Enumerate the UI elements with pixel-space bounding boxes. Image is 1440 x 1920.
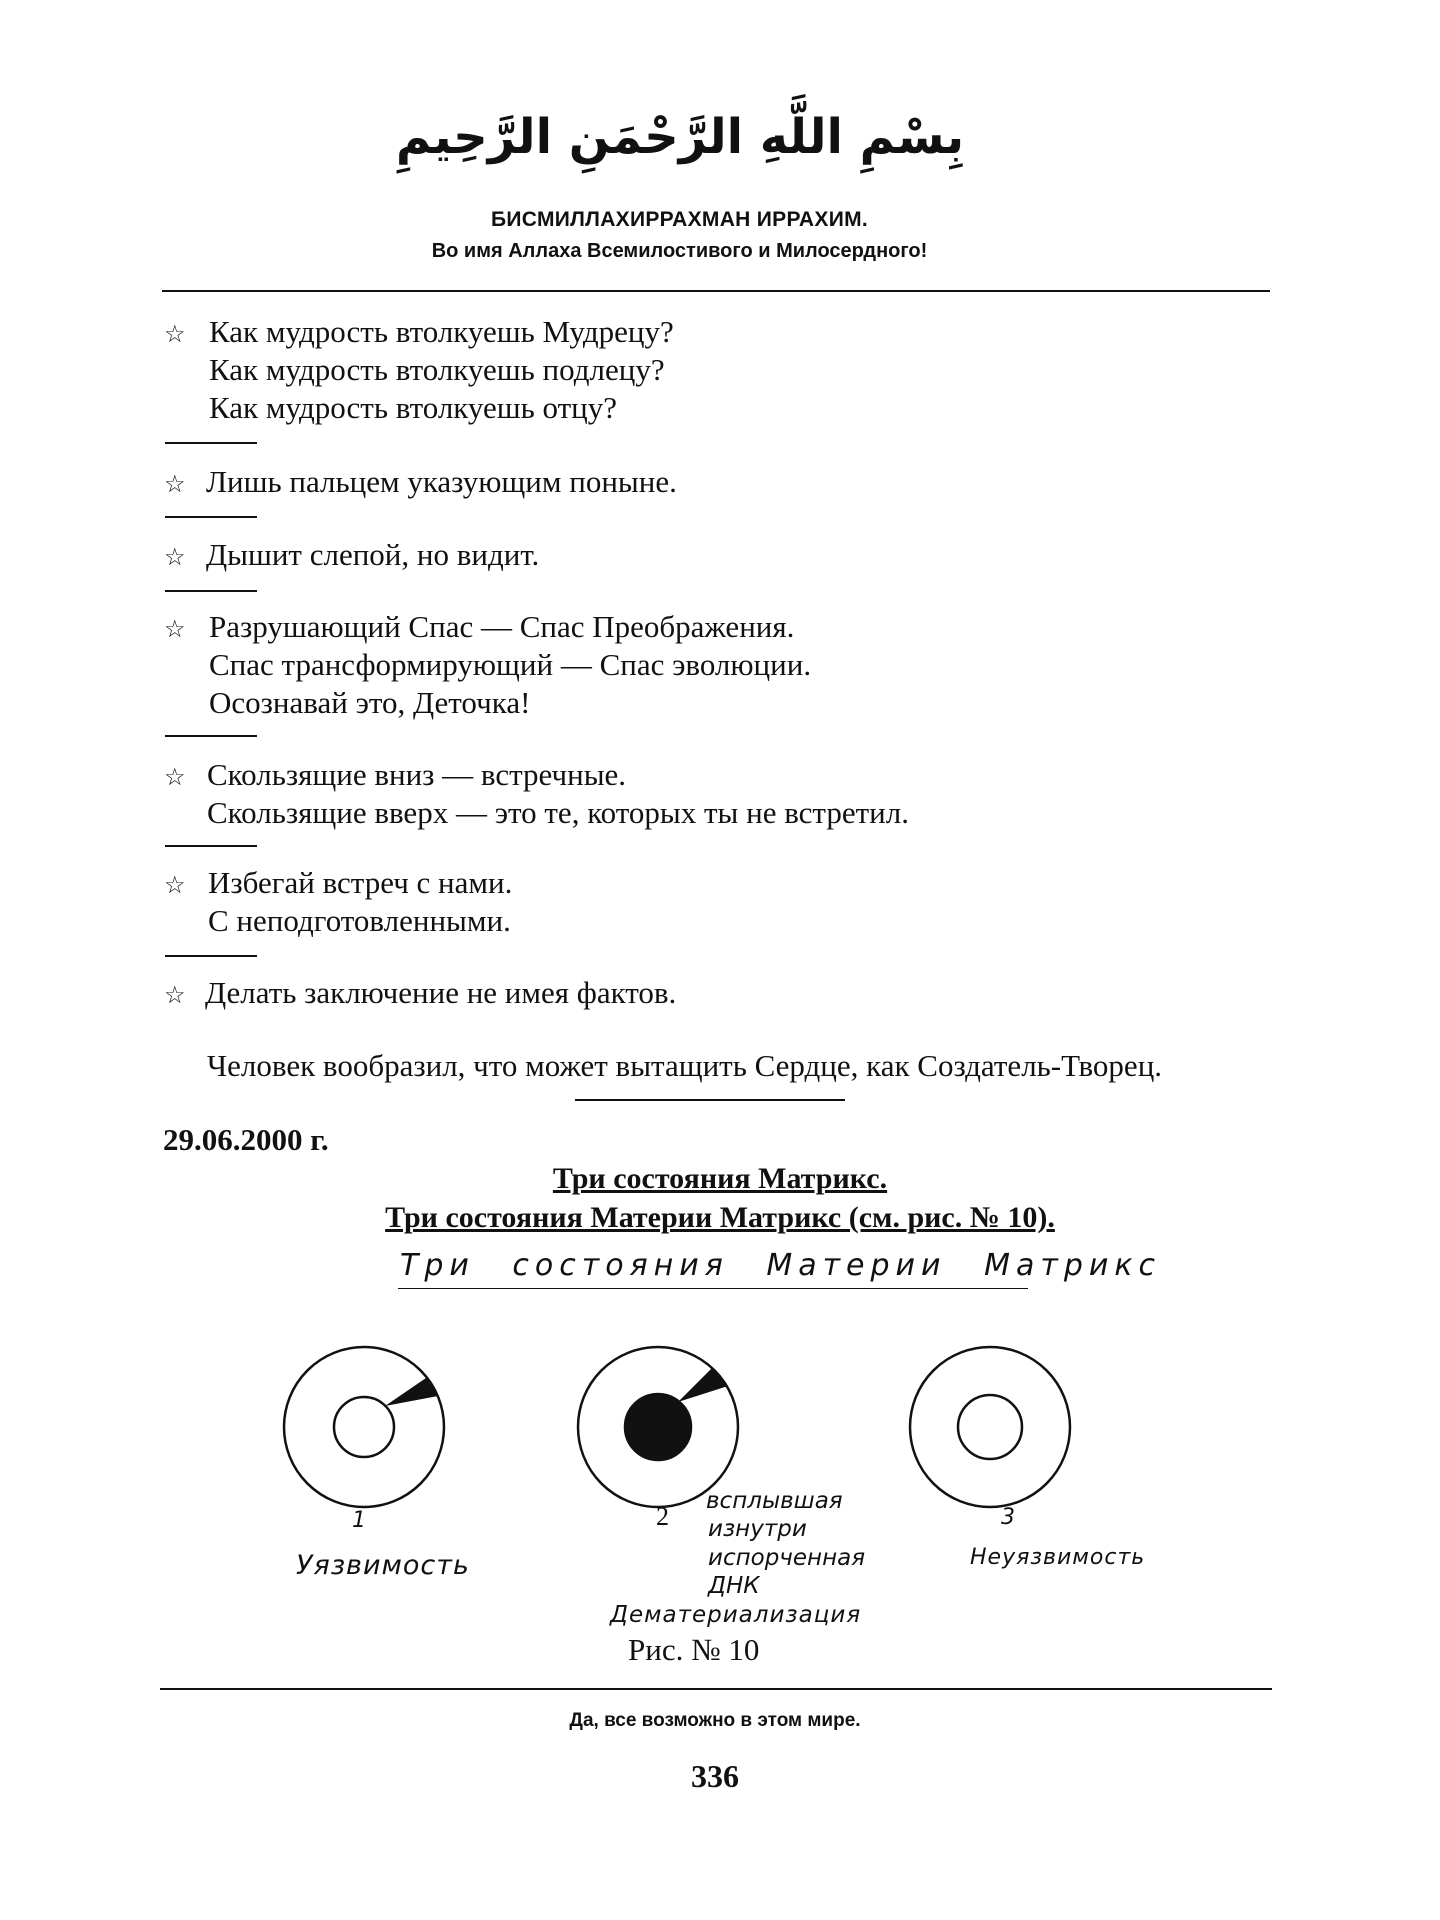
figure-label-2-line: всплывшая xyxy=(706,1488,843,1514)
closing-rule xyxy=(575,1099,845,1101)
figure-number-2: 2 xyxy=(656,1502,669,1531)
section-title-1: Три состояния Матрикс. xyxy=(552,1162,888,1195)
page-number: 336 xyxy=(691,1758,739,1794)
bismillah-calligraphy xyxy=(0,85,1359,195)
figure-label-2-line: испорченная xyxy=(708,1545,866,1571)
header-title: БИСМИЛЛАХИРРАХМАН ИРРАХИМ. xyxy=(490,208,869,231)
star-icon: ☆ xyxy=(164,983,186,1009)
header-rule xyxy=(162,290,1270,292)
stanza-line: Разрушающий Спас — Спас Преображения. xyxy=(209,609,795,644)
stanza-line: Скользящие вверх — это те, которых ты не встретил. xyxy=(207,795,909,830)
star-icon: ☆ xyxy=(164,472,186,498)
figure-label-3: Неуязвимость xyxy=(970,1545,1146,1570)
figure-label-1: Уязвимость xyxy=(296,1550,470,1581)
stanza-divider xyxy=(165,590,257,592)
handwritten-underline xyxy=(398,1288,1028,1289)
stanza-line: Делать заключение не имея фактов. xyxy=(205,975,677,1010)
circle-3-invulnerability xyxy=(910,1347,1070,1507)
figure-10-diagram xyxy=(270,1340,1100,1540)
section-title-2: Три состояния Материи Матрикс (см. рис. № 10). xyxy=(385,1201,1055,1234)
figure-label-2-line: ДНК xyxy=(708,1573,760,1599)
stanza-divider xyxy=(165,516,257,518)
figure-label-2-line: изнутри xyxy=(708,1516,807,1542)
stanza-line: Как мудрость втолкуешь отцу? xyxy=(209,390,618,425)
star-icon: ☆ xyxy=(164,617,186,643)
entry-date: 29.06.2000 г. xyxy=(163,1122,329,1157)
footer-motto: Да, все возможно в этом мире. xyxy=(569,1710,861,1731)
figure-number-1: 1 xyxy=(352,1508,366,1533)
stanza-divider xyxy=(165,442,257,444)
stanza-line: Осознавай это, Деточка! xyxy=(209,685,531,720)
handwritten-title: Три состояния Материи Матрикс xyxy=(400,1248,1161,1283)
circle-1-vulnerability xyxy=(284,1347,444,1507)
stanza-line: Спас трансформирующий — Спас эволюции. xyxy=(209,647,812,682)
stanza-line: Избегай встреч с нами. xyxy=(208,865,513,900)
figure-caption: Рис. № 10 xyxy=(628,1632,760,1667)
stanza-divider xyxy=(165,955,257,957)
stanza-divider xyxy=(165,735,257,737)
stanza-line: С неподготовленными. xyxy=(208,903,511,938)
star-icon: ☆ xyxy=(164,545,186,571)
star-icon: ☆ xyxy=(164,322,186,348)
circle-2-dematerialization xyxy=(578,1347,738,1507)
stanza-line: Как мудрость втолкуешь Мудрецу? xyxy=(209,314,674,349)
stanza-line: Скользящие вниз — встречные. xyxy=(207,757,627,792)
star-icon: ☆ xyxy=(164,873,186,899)
stanza-line: Лишь пальцем указующим поныне. xyxy=(206,464,677,499)
star-icon: ☆ xyxy=(164,765,186,791)
figure-label-2-line: Дематериализация xyxy=(610,1602,862,1628)
closing-line: Человек вообразил, что может вытащить Сердце, как Создатель-Творец. xyxy=(207,1048,1163,1083)
footer-rule xyxy=(160,1688,1272,1690)
header-subtitle: Во имя Аллаха Всемилостивого и Милосердного! xyxy=(431,240,928,262)
figure-number-3: 3 xyxy=(1001,1505,1015,1530)
stanza-line: Как мудрость втолкуешь подлецу? xyxy=(209,352,665,387)
stanza-line: Дышит слепой, но видит. xyxy=(206,537,540,572)
stanza-divider xyxy=(165,845,257,847)
bismillah-arabic: بِسْمِ اللَّهِ الرَّحْمَنِ الرَّحِيمِ xyxy=(395,109,964,165)
